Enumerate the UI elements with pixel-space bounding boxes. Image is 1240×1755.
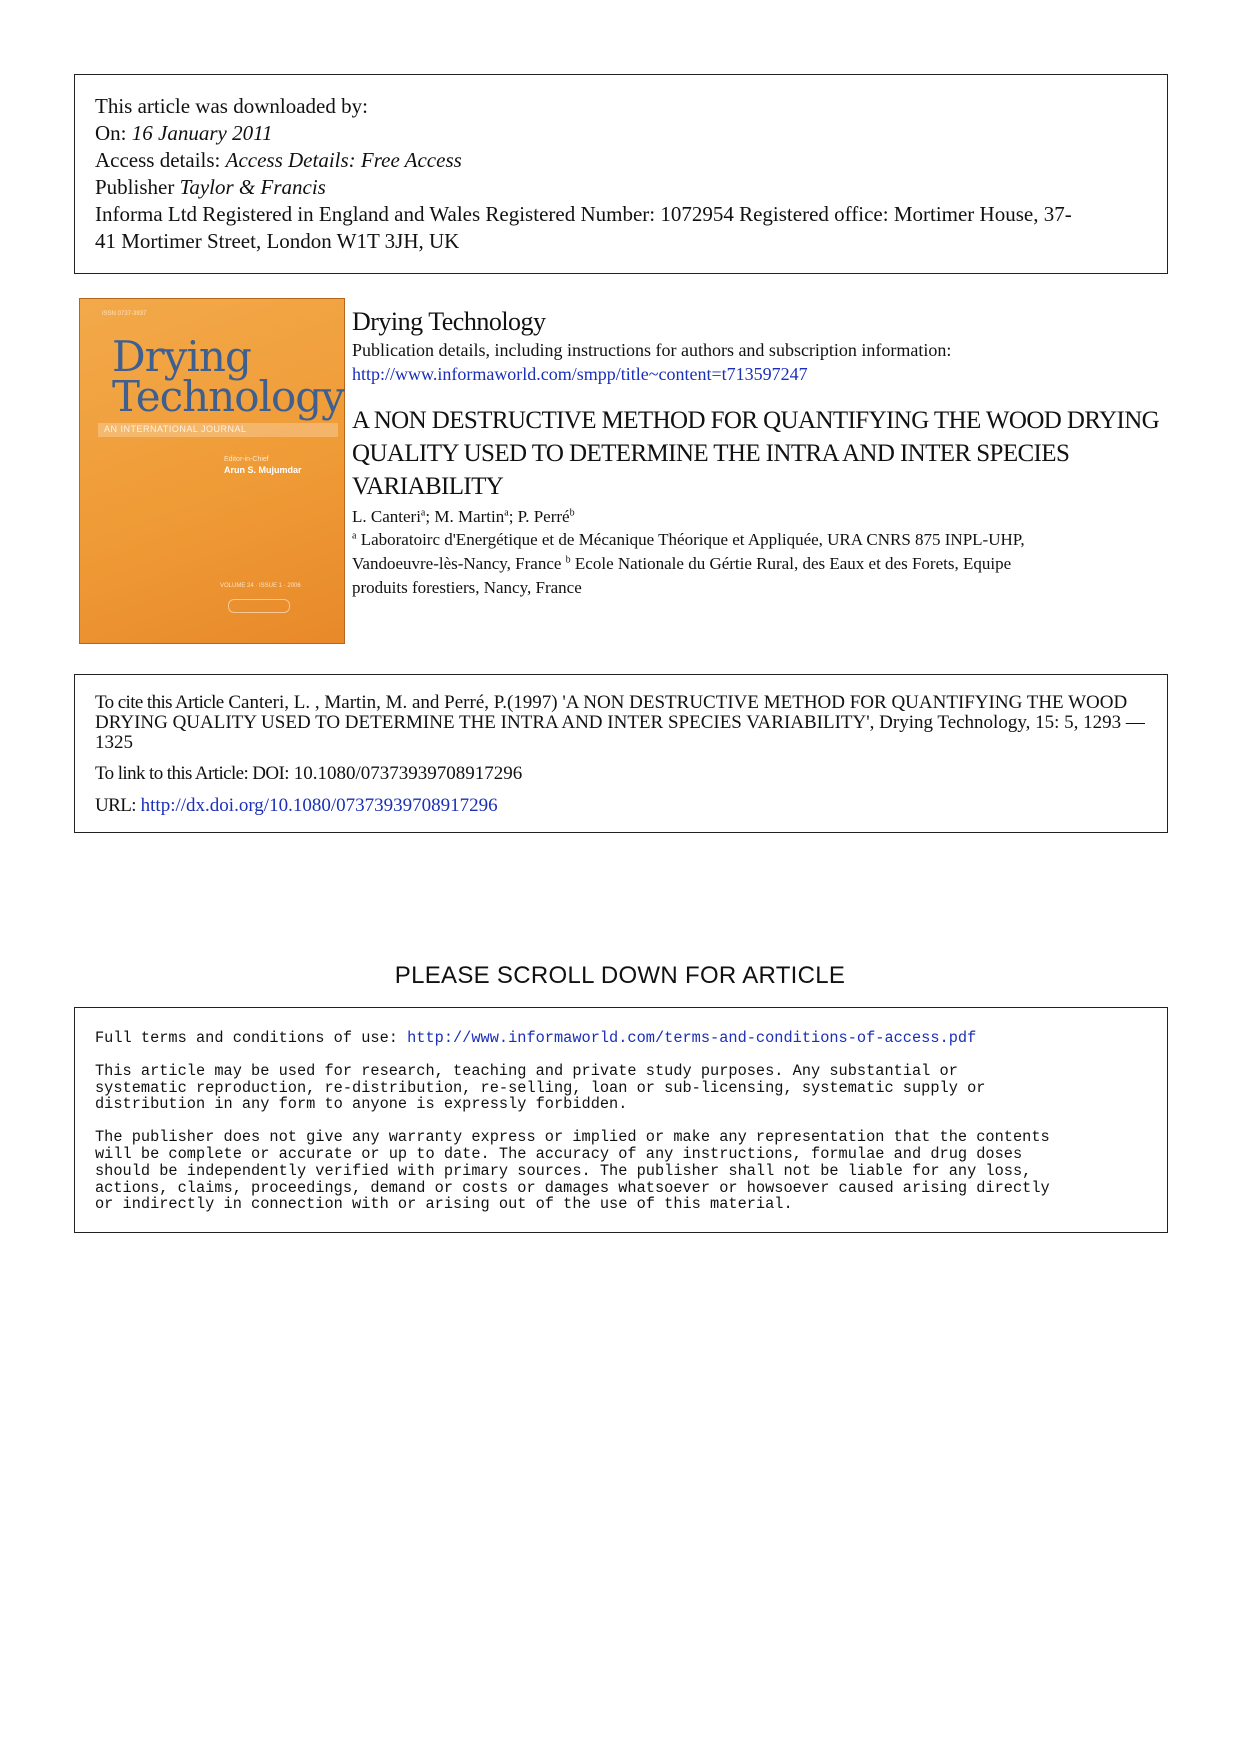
on-label: On: <box>95 121 132 145</box>
affiliation-line-3: produits forestiers, Nancy, France <box>352 578 582 597</box>
access-value: Access Details: Free Access <box>225 148 462 172</box>
terms-line: actions, claims, proceedings, demand or costs or damages whatsoever or howsoever caused arising directly <box>95 1178 1050 1197</box>
affiliation-line-2 <box>352 552 1172 576</box>
journal-article-info <box>352 306 1172 600</box>
author-affil-sup: a <box>504 507 509 519</box>
terms-line: systematic reproduction, re-distribution, re-selling, loan or sub-licensing, systematic supply or <box>95 1078 986 1097</box>
url-label: URL: <box>95 795 136 816</box>
terms-line: This article may be used for research, teaching and private study purposes. Any substantial or <box>95 1061 958 1080</box>
affil-sup: b <box>565 554 571 566</box>
cover-subtitle: AN INTERNATIONAL JOURNAL <box>104 424 247 434</box>
terms-paragraph-1 <box>95 1063 1147 1113</box>
authors <box>352 505 1172 528</box>
citation-text <box>95 693 1147 753</box>
article-title: A NON DESTRUCTIVE METHOD FOR QUANTIFYING THE WOOD DRYING QUALITY USED TO DETERMINE THE INTRA AND INTER SPECIES VARIABILITY <box>352 407 1160 500</box>
affil-text: Laboratoirc d'Energétique et de Mécanique Théorique et Appliquée, URA CNRS 875 INPL-UHP, <box>356 530 1025 549</box>
downloaded-by-line: This article was downloaded by: <box>95 94 368 118</box>
terms-line: The publisher does not give any warranty express or implied or make any representation that the contents <box>95 1128 1050 1147</box>
doi-value: 10.1080/07373939708917296 <box>288 763 523 784</box>
publisher-value: Taylor & Francis <box>179 175 326 199</box>
registered-office-line-1: Informa Ltd Registered in England and Wales Registered Number: 1072954 Registered office: Mortimer House, 37- <box>95 202 1072 226</box>
download-date: 16 January 2011 <box>131 121 273 145</box>
affil-text: Vandoeuvre-lès-Nancy, France <box>352 554 566 573</box>
full-terms-label: Full terms and conditions of use: <box>95 1029 408 1047</box>
journal-cover-image <box>79 298 345 644</box>
terms-line: or indirectly in connection with or arising out of the use of this material. <box>95 1195 793 1214</box>
cover-editor-name: Arun S. Mujumdar <box>224 465 302 475</box>
cite-label: To cite this Article <box>95 692 224 713</box>
scroll-down-notice: PLEASE SCROLL DOWN FOR ARTICLE <box>394 962 846 989</box>
url-row <box>95 795 1147 817</box>
access-label: Access details: <box>95 148 226 172</box>
cite-body: Canteri, L. , Martin, M. and Perré, P.(1997) 'A NON DESTRUCTIVE METHOD FOR QUANTIFYING THE WOOD DRYING QUALITY USED TO DETERMINE THE INTRA AND INTER SPECIES VARIABILITY', Drying Technology, 15: 5, 1293 — 1325 <box>95 692 1145 753</box>
doi-row <box>95 763 1147 785</box>
cover-title-line-1: Drying <box>112 332 251 381</box>
download-date-line <box>95 120 1147 147</box>
cover-volume: VOLUME 24 · ISSUE 1 · 2006 <box>220 583 301 589</box>
author-name: ; M. Martin <box>425 507 505 526</box>
cover-title <box>112 332 344 421</box>
cover-publisher-logo <box>228 599 290 613</box>
full-terms-line <box>95 1030 1147 1047</box>
author-name: ; P. Perré <box>508 507 570 526</box>
citation-box <box>74 674 1168 833</box>
affil-sup: a <box>352 530 357 542</box>
publisher-line <box>95 174 1147 201</box>
affiliations <box>352 528 1172 600</box>
terms-line: distribution in any form to anyone is expressly forbidden. <box>95 1095 628 1114</box>
terms-line: should be independently verified with primary sources. The publisher shall not be liable for any loss, <box>95 1161 1032 1180</box>
registered-office-line-2: 41 Mortimer Street, London W1T 3JH, UK <box>95 229 460 253</box>
cover-editor-label: Editor-in-Chief <box>224 456 269 463</box>
terms-line: will be complete or accurate or up to date. The accuracy of any instructions, formulae and drug doses <box>95 1144 1023 1163</box>
publication-details: Publication details, including instructions for authors and subscription information: <box>352 340 952 360</box>
journal-name: Drying Technology <box>352 307 546 336</box>
affil-text: Ecole Nationale du Gértie Rural, des Eaux et des Forets, Equipe <box>570 554 1012 573</box>
terms-box <box>74 1007 1168 1233</box>
cover-issn: ISSN 0737-3937 <box>102 311 147 317</box>
cover-title-line-2: Technology <box>112 372 344 421</box>
author-name: L. Canteri <box>352 507 421 526</box>
journal-url-link[interactable]: http://www.informaworld.com/smpp/title~content=t713597247 <box>352 364 808 384</box>
download-info-box <box>74 74 1168 274</box>
doi-label: To link to this Article: DOI: <box>95 763 289 784</box>
affiliation-line-1 <box>352 528 1172 552</box>
publisher-label: Publisher <box>95 175 180 199</box>
author-affil-sup: b <box>569 507 575 519</box>
terms-paragraph-2 <box>95 1129 1147 1213</box>
author-affil-sup: a <box>420 507 426 519</box>
terms-url-link[interactable]: http://www.informaworld.com/terms-and-conditions-of-access.pdf <box>407 1029 977 1047</box>
access-details-line <box>95 147 1147 174</box>
doi-url-link[interactable]: http://dx.doi.org/10.1080/07373939708917296 <box>135 795 498 816</box>
